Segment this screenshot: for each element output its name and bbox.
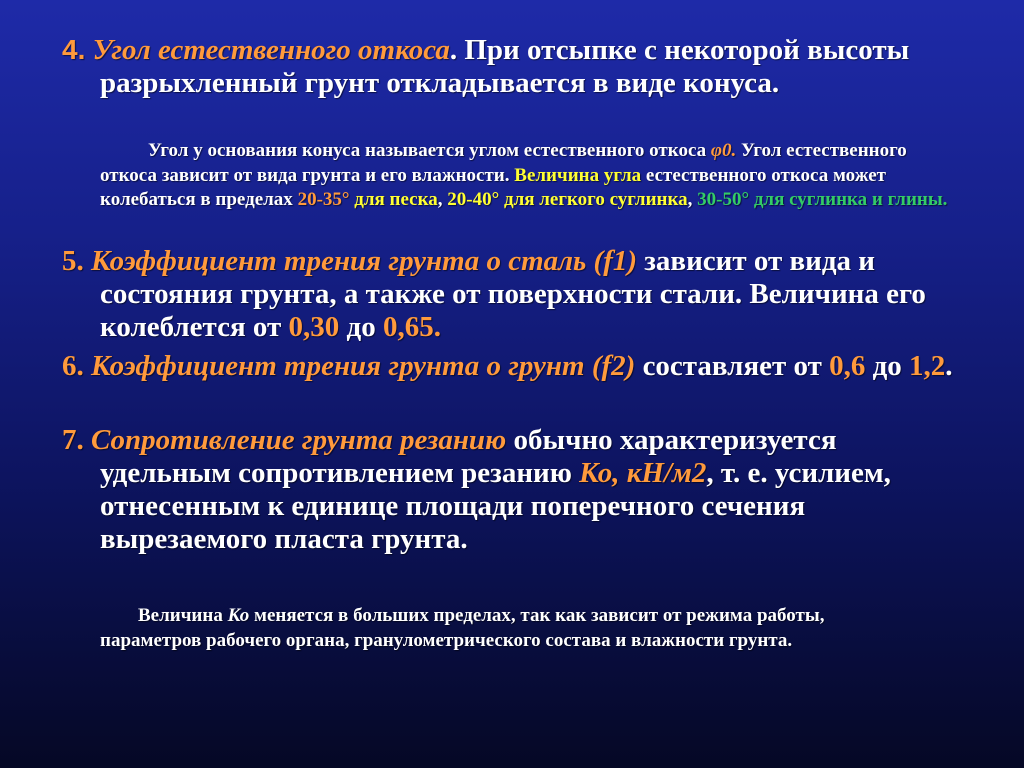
item-5-min-value: 0,30: [288, 311, 340, 343]
item-7-term: Сопротивление грунта резанию: [83, 424, 507, 456]
item-5: [62, 245, 962, 344]
item-7-text-2: , т. е. усилием, отнесенным к единице площади поперечного сечения вырезаемого пласта грунта.: [100, 457, 891, 555]
item-6-term: Коэффициент трения грунта о грунт: [83, 350, 585, 382]
comma-2: ,: [687, 189, 698, 210]
sand-label: для песка: [349, 189, 438, 210]
item-7-text-1: обычно характеризуется удельным сопротивлением резанию: [100, 424, 837, 489]
item-4-note-text-2: Угол естественного откоса зависит от вида грунта и его влажности.: [100, 140, 907, 186]
item-6-min-value: 0,6: [829, 350, 866, 382]
item-6: [62, 350, 962, 383]
item-5-max-value: 0,65.: [382, 311, 441, 343]
item-7-number: 7.: [62, 424, 84, 456]
item-5-term: Коэффициент трения грунта о сталь: [83, 245, 587, 277]
item-7: [62, 424, 962, 556]
item-6-number: 6.: [62, 350, 84, 382]
light-loam-label: для легкого суглинка: [499, 189, 688, 210]
phi-symbol: φ0.: [710, 140, 737, 161]
item-6-text-3: .: [945, 350, 953, 382]
item-6-text-2: до: [865, 350, 910, 382]
item-4-number: 4.: [62, 34, 86, 65]
item-4-text: . При отсыпке с некоторой высоты разрыхленный грунт откладывается в виде конуса.: [100, 34, 910, 99]
item-4-note-text-3: естественного откоса может колебаться в пределах: [100, 164, 886, 210]
item-6-text-1: составляет от: [635, 350, 830, 382]
item-5-number: 5.: [62, 245, 84, 277]
item-4-term: Угол естественного откоса: [92, 34, 450, 66]
item-7-note-text-2: меняется в больших пределах, так как зависит от режима работы, параметров рабочего органа, гранулометрического состава и влажности грунта.: [100, 605, 825, 651]
item-5-text-1: зависит от вида и состояния грунта, а также от поверхности стали. Величина его колеблется от: [100, 245, 926, 343]
sand-range: 20-35°: [297, 189, 350, 210]
item-7-note-text-1: Величина: [138, 605, 228, 626]
item-4-note-text-1: Угол у основания конуса называется углом естественного откоса: [148, 140, 711, 161]
item-6-coefficient: (f2): [584, 350, 636, 382]
item-4: [62, 33, 982, 100]
item-7-note: [100, 604, 910, 653]
item-4-note: [100, 139, 950, 213]
item-6-max-value: 1,2: [909, 350, 946, 382]
ko-unit: Ко, кН/м2: [579, 457, 707, 489]
item-5-coefficient: (f1): [586, 245, 638, 277]
item-7-note-ko: Ко: [227, 605, 250, 626]
light-loam-range: 20-40°: [447, 189, 500, 210]
angle-value-label: Величина угла: [514, 164, 642, 186]
loam-clay-range: 30-50° для суглинка и глины.: [697, 189, 948, 210]
comma-1: ,: [437, 189, 448, 210]
item-5-text-2: до: [339, 311, 383, 343]
